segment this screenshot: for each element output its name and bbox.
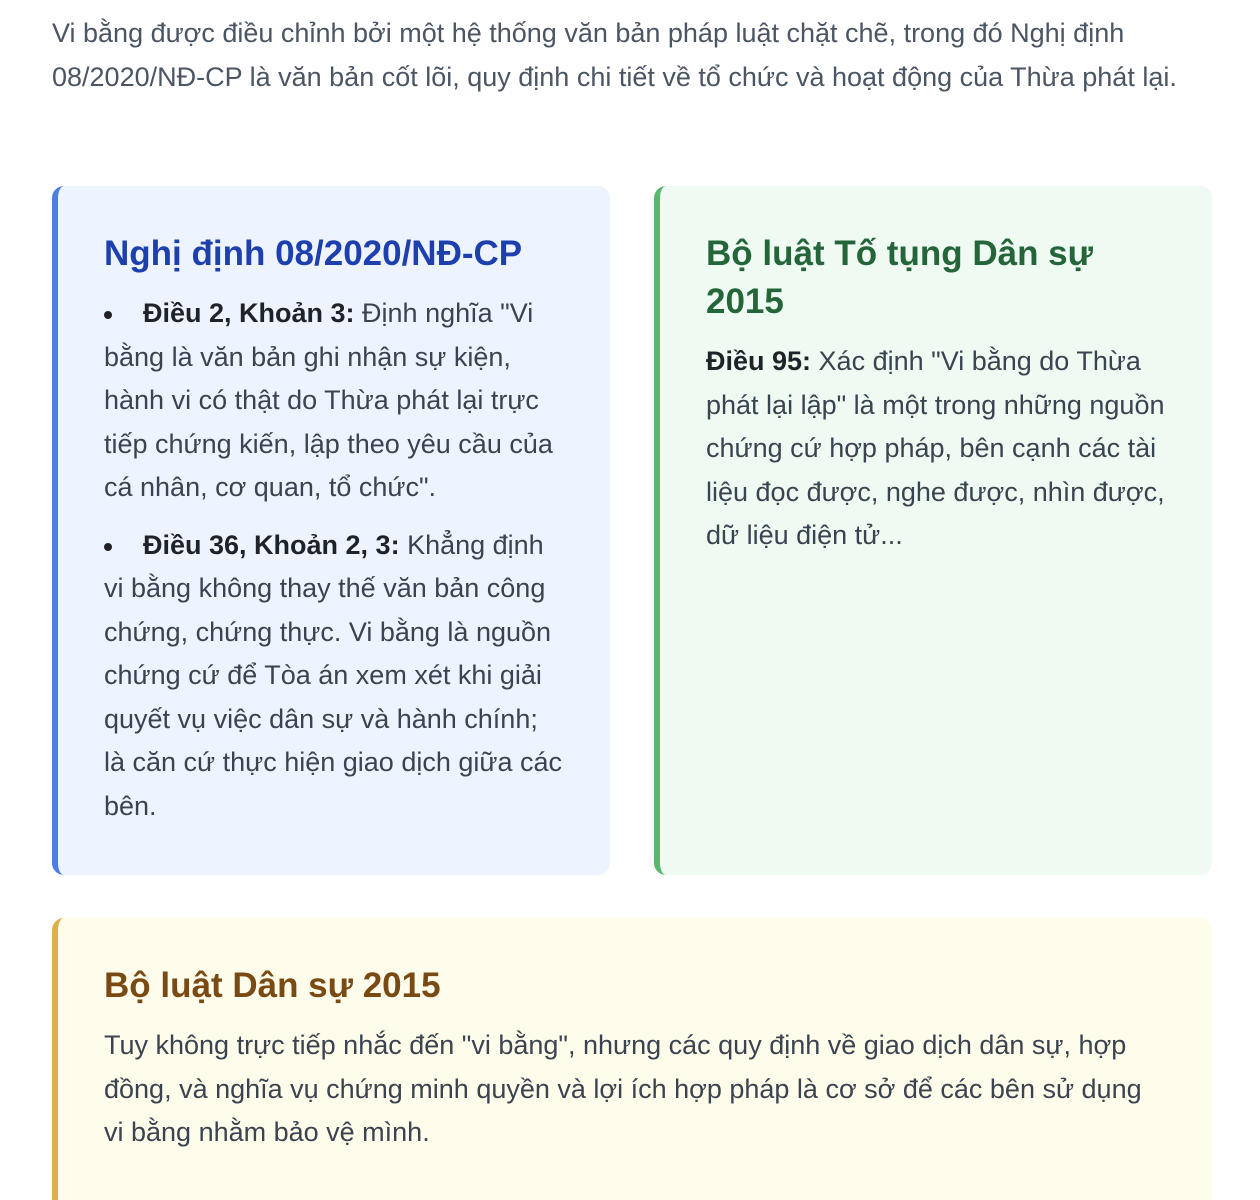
intro-paragraph: Vi bằng được điều chỉnh bởi một hệ thống văn bản pháp luật chặt chẽ, trong đó Nghị định 08/2020/NĐ-CP là văn bản cốt lõi, quy định chi tiết về tổ chức và hoạt động của Thừa phát lại.: [52, 18, 1177, 92]
civil-code-paragraph: Tuy không trực tiếp nhắc đến "vi bằng", nhưng các quy định về giao dịch dân sự, hợp đồng, và nghĩa vụ chứng minh quyền và lợi ích hợp pháp là cơ sở để các bên sử dụng vi bằng nhằm bảo vệ mình.: [104, 1030, 1142, 1147]
article-text: Định nghĩa "Vi bằng là văn bản ghi nhận sự kiện, hành vi có thật do Thừa phát lại trực tiếp chứng kiến, lập theo yêu cầu của cá nhân, cơ quan, tổ chức".: [104, 298, 553, 502]
decree-card: [52, 186, 610, 875]
procedure-code-card-title: Bộ luật Tố tụng Dân sự 2015: [706, 234, 1093, 321]
article-text: Xác định "Vi bằng do Thừa phát lại lập" là một trong những nguồn chứng cứ hợp pháp, bên cạnh các tài liệu đọc được, nghe được, nhìn được, dữ liệu điện tử...: [706, 346, 1165, 550]
article-text: Khẳng định vi bằng không thay thế văn bản công chứng, chứng thực. Vi bằng là nguồn chứng cứ để Tòa án xem xét khi giải quyết vụ việc dân sự và hành chính; là căn cứ thực hiện giao dịch giữa các bên.: [104, 529, 562, 821]
bullet-icon: [104, 543, 112, 551]
article-label: Điều 95:: [706, 346, 812, 376]
decree-article-item: [104, 524, 566, 829]
decree-article-item: [104, 292, 566, 510]
article-label: Điều 2, Khoản 3:: [143, 298, 355, 328]
decree-article-list: [104, 292, 566, 828]
procedure-code-card: [654, 186, 1212, 875]
article-label: Điều 36, Khoản 2, 3:: [143, 529, 400, 560]
bullet-icon: [104, 311, 112, 319]
civil-code-card: [52, 918, 1212, 1200]
civil-code-card-title: Bộ luật Dân sự 2015: [104, 966, 441, 1005]
procedure-code-paragraph: [706, 340, 1168, 558]
decree-card-title: Nghị định 08/2020/NĐ-CP: [104, 234, 523, 273]
